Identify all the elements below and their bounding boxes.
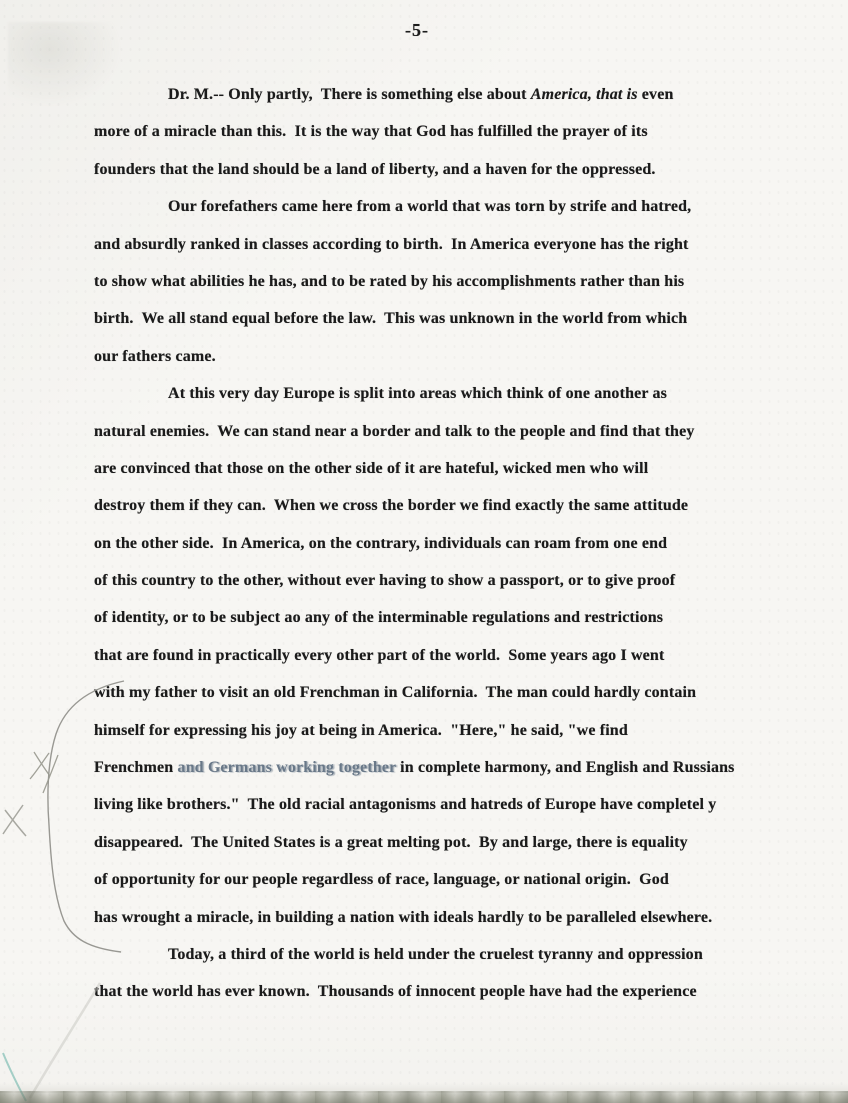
pencil-crease-smudge — [30, 983, 100, 1098]
document-text: in complete harmony, and English and Russians — [396, 759, 735, 777]
document-line: Our forefathers came here from a world that was torn by strife and hatred, — [168, 198, 692, 216]
document-line — [94, 76, 804, 113]
document-line: of identity, or to be subject ao any of the interminable regulations and restrictions — [94, 609, 664, 627]
document-line: Today, a third of the world is held under the cruelest tyranny and oppression — [168, 945, 703, 963]
document-text: Frenchmen — [94, 759, 178, 777]
bottom-scan-edge — [0, 1091, 848, 1103]
document-line: more of a miracle than this. It is the way that God has fulfilled the prayer of its — [94, 123, 648, 141]
document-line: living like brothers." The old racial antagonisms and hatreds of Europe have completel y — [94, 796, 717, 814]
document-line: on the other side. In America, on the contrary, individuals can roam from one end — [94, 534, 668, 552]
document-line: destroy them if they can. When we cross the border we find exactly the same attitude — [94, 497, 689, 515]
document-line: At this very day Europe is split into areas which think of one another as — [168, 385, 668, 403]
document-line: natural enemies. We can stand near a border and talk to the people and find that they — [94, 422, 695, 440]
document-line: that are found in practically every other part of the world. Some years ago I went — [94, 646, 665, 664]
document-text-italic: America, that is — [530, 86, 638, 103]
document-text-faded: and Germans working together — [177, 759, 396, 777]
document-line: are convinced that those on the other side of it are hateful, wicked men who will — [94, 459, 649, 477]
page-number: -5- — [405, 20, 429, 40]
document-body — [94, 76, 804, 1011]
document-line: birth. We all stand equal before the law. This was unknown in the world from which — [94, 310, 688, 328]
document-line: that the world has ever known. Thousands of innocent people have had the experience — [94, 983, 697, 1001]
document-text: Dr. M.-- Only partly, There is something else about — [168, 86, 531, 103]
document-line: our fathers came. — [94, 347, 216, 365]
document-line: disappeared. The United States is a great melting pot. By and large, there is equality — [94, 833, 688, 851]
document-text: even — [637, 86, 674, 103]
pencil-x-mark — [3, 805, 26, 836]
document-line: to show what abilities he has, and to be rated by his accomplishments rather than his — [94, 272, 685, 290]
document-line — [94, 749, 804, 786]
document-line: founders that the land should be a land of liberty, and a haven for the oppressed. — [94, 160, 656, 178]
pencil-x2-mark — [30, 752, 58, 793]
document-line: of opportunity for our people regardless of race, language, or national origin. God — [94, 871, 669, 889]
document-line: has wrought a miracle, in building a nation with ideals hardly to be paralleled elsewhere. — [94, 908, 713, 926]
document-line: with my father to visit an old Frenchman in California. The man could hardly contain — [94, 684, 697, 702]
document-line: himself for expressing his joy at being in America. "Here," he said, "we find — [94, 721, 628, 739]
document-line: and absurdly ranked in classes according to birth. In America everyone has the right — [94, 235, 689, 253]
document-line: of this country to the other, without ever having to show a passport, or to give proof — [94, 572, 676, 590]
